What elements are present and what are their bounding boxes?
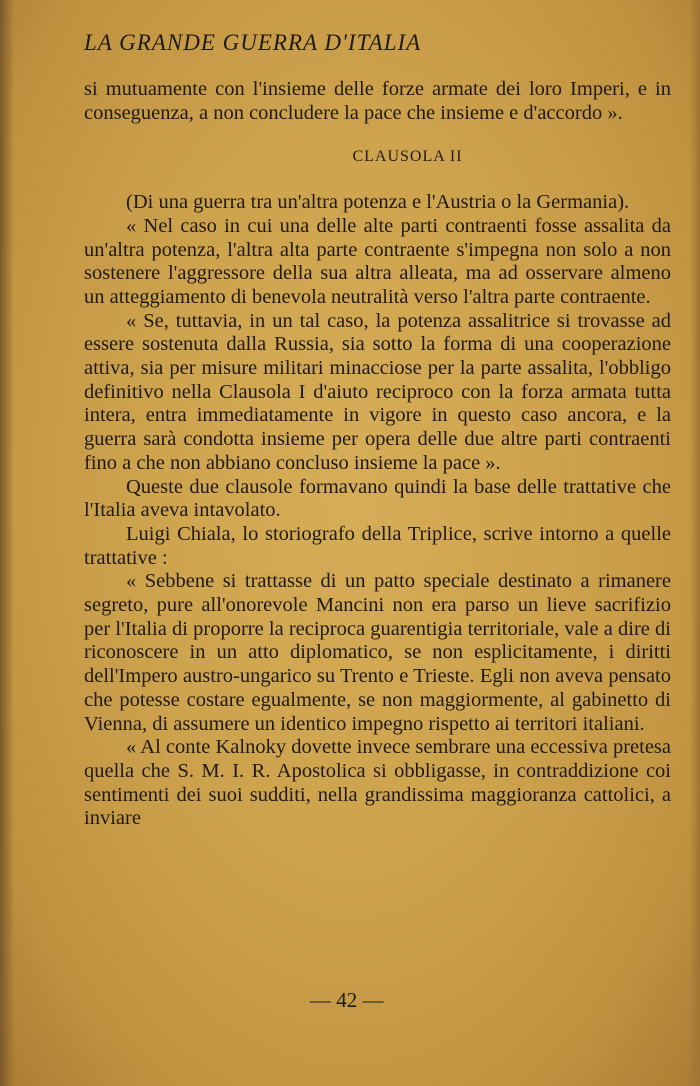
paragraph: (Di una guerra tra un'altra potenza e l'Austria o la Germania).: [126, 191, 630, 214]
page-edge-shadow: [690, 0, 700, 1086]
paragraph: « Se, tuttavia, in un tal caso, la potenza assalitrice si trovasse ad essere sostenuta dalla Russia, sia sotto la forma di una cooperazione attiva, sia per misure militari minacciose per la parte assalita, l'obbligo definitivo nella Clausola I d'aiuto reciproco con la forza armata tutta intera, entra immediatamente in vigore in questo caso ancora, e la guerra sarà condotta insieme per opera delle due altre parti contraenti fino a che non abbiano concluso insieme la pace ».: [84, 309, 671, 474]
paragraph: Queste due clausole formavano quindi la base delle trattative che l'Italia aveva intavolato.: [84, 475, 671, 522]
running-title: LA GRANDE GUERRA D'ITALIA: [84, 30, 422, 55]
paragraph: « Sebbene si trattasse di un patto speciale destinato a rimanere segreto, pure all'onorevole Mancini non era parso un lieve sacrifizio per l'Italia di proporre la reciproca guarentigia territoriale, vale a dire di riconoscere in un atto diplomatico, se non esplicitamente, i diritti dell'Impero austro-ungarico su Trento e Trieste. Egli non aveva pensato che potesse costare egualmente, se non maggiormente, al gabinetto di Vienna, di assumere un identico impegno rispetto ai territori italiani.: [84, 570, 671, 735]
paragraph: Luigi Chiala, lo storiografo della Triplice, scrive intorno a quelle trattative :: [84, 522, 671, 569]
page-gutter-shadow: [0, 0, 14, 1086]
section-heading: CLAUSOLA II: [352, 148, 463, 166]
paragraph-continuation: si mutuamente con l'insieme delle forze armate dei loro Imperi, e in conseguenza, a non concludere la pace che insieme e d'accordo ».: [84, 78, 671, 124]
page-number: — 42 —: [310, 988, 384, 1012]
paragraph: « Al conte Kalnoky dovette invece sembrare una eccessiva pretesa quella che S. M. I. R. Apostolica si obbligasse, in contraddizione coi sentimenti dei suoi sudditi, nella grandissima maggioranza cattolici, a inviare: [84, 736, 671, 830]
page-body: [84, 78, 671, 831]
paragraph: « Nel caso in cui una delle alte parti contraenti fosse assalita da un'altra potenza, l'altra alta parte contraente s'impegna non solo a non sostenere l'aggressore della sua altra alleata, ma ad osservare almeno un atteggiamento di benevola neutralità verso l'altra parte contraente.: [84, 214, 671, 308]
